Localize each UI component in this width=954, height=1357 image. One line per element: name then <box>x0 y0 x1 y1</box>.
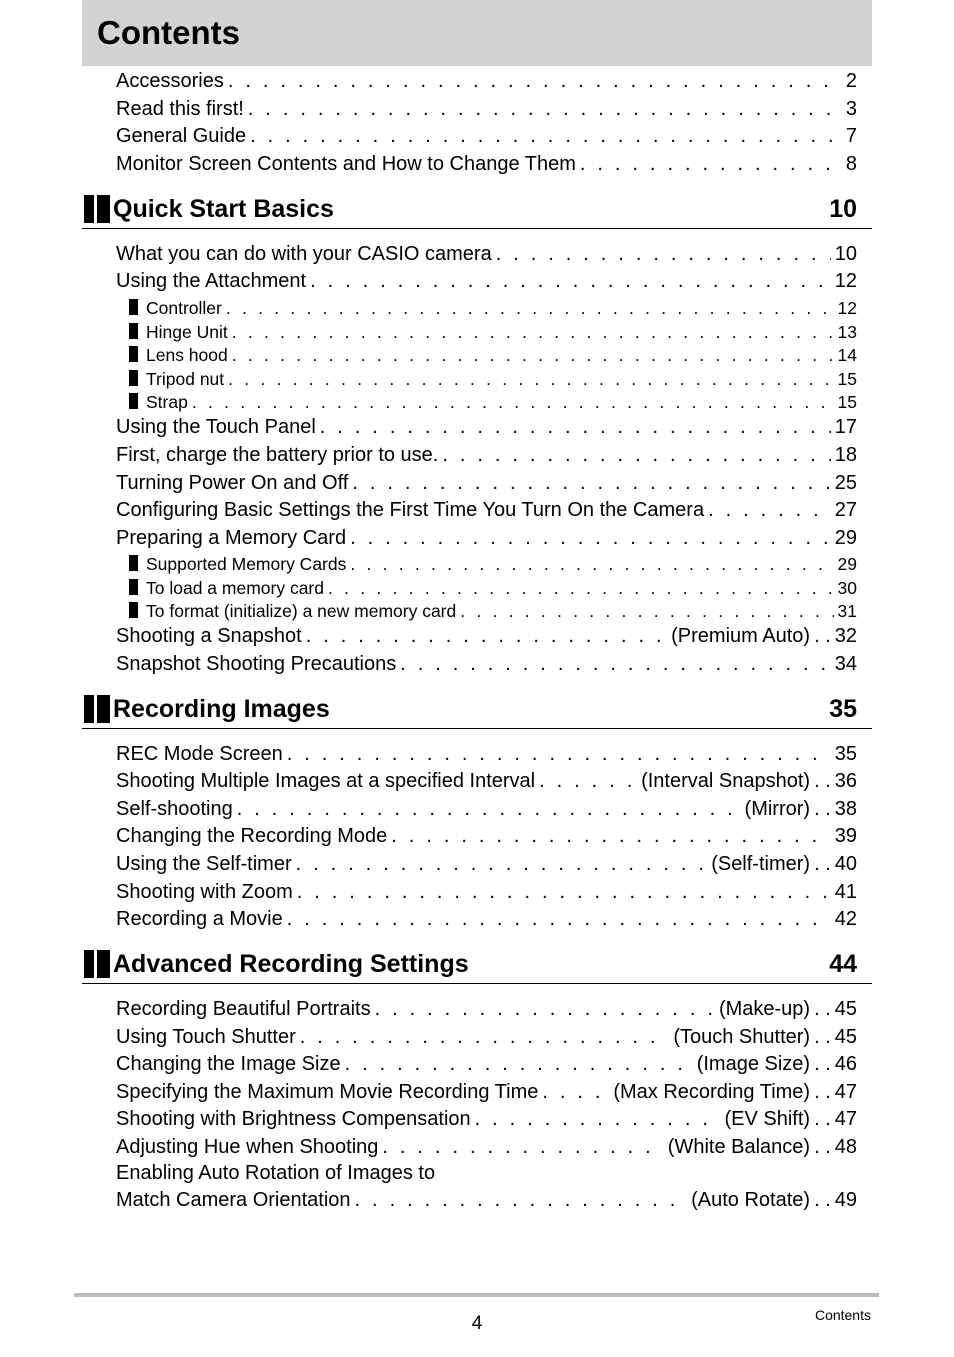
leader-dots <box>475 1106 721 1132</box>
leader-dots: . . <box>814 1053 831 1075</box>
toc-entry-text: Changing the Recording Mode <box>116 825 388 847</box>
section-page: 10 <box>829 195 857 223</box>
toc-entry-title <box>129 598 460 624</box>
toc-entry[interactable] <box>116 442 857 468</box>
leader-dots <box>580 151 842 177</box>
toc-entry-page: 40 <box>834 853 857 875</box>
toc-entry[interactable] <box>116 1024 857 1050</box>
toc-entry-title <box>129 342 232 368</box>
toc-entry[interactable] <box>116 796 857 822</box>
toc-entry-page: 31 <box>837 601 857 621</box>
toc-entry-text: Changing the Image Size <box>116 1053 341 1075</box>
toc-entry-text: Monitor Screen Contents and How to Change Them <box>116 153 576 175</box>
toc-entry-text: Hinge Unit <box>146 322 228 342</box>
toc-entry-title <box>116 1187 355 1213</box>
toc-entry-page: 49 <box>834 1189 857 1211</box>
leader-dots: . . <box>814 1081 831 1103</box>
toc-entry-title <box>116 151 580 177</box>
subentry-bullet-icon <box>129 579 138 595</box>
footer-divider <box>74 1293 879 1297</box>
toc-entry[interactable] <box>116 123 857 149</box>
leader-dots: . . <box>814 625 831 647</box>
section-title: Quick Start Basics <box>113 195 334 223</box>
toc-entry-mode: (Self-timer) <box>711 853 811 875</box>
toc-entry-text: Read this first! <box>116 98 244 120</box>
toc-entry-title <box>116 525 350 551</box>
toc-entry-page: 15 <box>837 392 857 412</box>
leader-dots: . . <box>814 1026 831 1048</box>
toc-entry-title <box>116 96 248 122</box>
toc-entry-text: General Guide <box>116 125 247 147</box>
toc-entry-title <box>129 389 192 415</box>
toc-entry-page: 27 <box>834 499 857 521</box>
section-header[interactable] <box>82 945 872 984</box>
toc-entry-mode: (Mirror) <box>744 798 811 820</box>
leader-dots <box>442 442 830 468</box>
leader-dots: . . <box>814 1189 831 1211</box>
subentry-bullet-icon <box>129 370 138 386</box>
leader-dots <box>287 741 831 767</box>
toc-entry-title <box>116 651 400 677</box>
toc-entry-title <box>116 442 442 468</box>
leader-dots <box>350 525 831 551</box>
section-header[interactable] <box>82 690 872 729</box>
leader-dots: . . <box>814 1108 831 1130</box>
toc-entry-text: Snapshot Shooting Precautions <box>116 653 397 675</box>
leader-dots: . . <box>814 998 831 1020</box>
toc-entry-text: Self-shooting <box>116 798 233 820</box>
toc-entry-title <box>116 1051 345 1077</box>
toc-entry-text: Adjusting Hue when Shooting <box>116 1136 379 1158</box>
section-page: 35 <box>829 695 857 723</box>
toc-entry-text: Controller <box>146 298 222 318</box>
toc-entry-page: 36 <box>834 770 857 792</box>
toc-entry-title <box>116 879 297 905</box>
toc-entry[interactable] <box>116 241 857 267</box>
toc-entry-page: 7 <box>845 125 857 147</box>
toc-entry-title <box>116 123 250 149</box>
toc-entry-page: 8 <box>845 153 857 175</box>
toc-entry[interactable] <box>116 1134 857 1160</box>
footer-label: Contents <box>814 1307 871 1323</box>
toc-entry[interactable] <box>116 623 857 649</box>
toc-subentry[interactable] <box>129 598 857 624</box>
toc-entry-text: Strap <box>146 392 188 412</box>
toc-entry-page: 17 <box>834 416 857 438</box>
toc-entry[interactable] <box>116 1079 857 1105</box>
toc-entry-text: Match Camera Orientation <box>116 1189 351 1211</box>
toc-entry-text: Using the Self-timer <box>116 853 292 875</box>
toc-entry[interactable] <box>116 497 857 523</box>
toc-entry-page: 32 <box>834 625 857 647</box>
toc-entry[interactable] <box>116 851 857 877</box>
leader-dots <box>355 1187 688 1213</box>
toc-entry-mode: (White Balance) <box>667 1136 811 1158</box>
section-marker-icon <box>84 195 110 223</box>
toc-entry-text: Enabling Auto Rotation of Images to <box>116 1162 436 1184</box>
toc-entry-page: 13 <box>837 322 857 342</box>
toc-entry-title <box>116 68 228 94</box>
toc-entry[interactable] <box>116 151 857 177</box>
toc-entry-page: 14 <box>837 345 857 365</box>
toc-entry[interactable] <box>116 96 857 122</box>
leader-dots <box>310 268 831 294</box>
toc-entry[interactable] <box>116 651 857 677</box>
leader-dots <box>297 879 831 905</box>
toc-entry-page: 34 <box>834 653 857 675</box>
leader-dots: . . <box>814 798 831 820</box>
toc-entry-title <box>116 996 375 1022</box>
toc-entry-title <box>116 414 320 440</box>
toc-entry-page: 45 <box>834 998 857 1020</box>
leader-dots <box>192 389 834 415</box>
leader-dots <box>708 497 831 523</box>
toc-entry[interactable] <box>116 768 857 794</box>
toc-entry-title <box>116 796 237 822</box>
toc-entry-title <box>116 741 287 767</box>
subentry-bullet-icon <box>129 555 138 571</box>
toc-subentry[interactable] <box>129 551 857 577</box>
toc-entry-page: 48 <box>834 1136 857 1158</box>
leader-dots <box>375 996 715 1022</box>
toc-entry-mode: (Auto Rotate) <box>691 1189 811 1211</box>
toc-entry-text: To format (initialize) a new memory card <box>146 601 457 621</box>
toc-entry-text: Tripod nut <box>146 369 225 389</box>
toc-entry-page: 46 <box>834 1053 857 1075</box>
toc-entry-title <box>116 768 539 794</box>
leader-dots <box>237 796 741 822</box>
toc-entry-page: 41 <box>834 881 857 903</box>
toc-entry-mode: (EV Shift) <box>724 1108 811 1130</box>
leader-dots <box>287 906 831 932</box>
toc-entry-text: Recording a Movie <box>116 908 283 930</box>
leader-dots <box>300 1024 670 1050</box>
section-marker-icon <box>84 695 110 723</box>
toc-entry-title <box>116 1024 300 1050</box>
toc-entry-text: Accessories <box>116 70 224 92</box>
toc-entry[interactable] <box>116 996 857 1022</box>
toc-entry-title <box>116 906 287 932</box>
leader-dots <box>232 342 834 368</box>
toc-subentry[interactable] <box>129 389 857 415</box>
toc-entry-title <box>116 268 310 294</box>
leader-dots <box>248 96 842 122</box>
toc-entry[interactable] <box>116 68 857 94</box>
toc-entry-mode: (Image Size) <box>696 1053 811 1075</box>
footer-page-number: 4 <box>471 1313 483 1334</box>
toc-entry-text: Shooting with Brightness Compensation <box>116 1108 471 1130</box>
toc-entry[interactable] <box>116 470 857 496</box>
toc-entry-page: 35 <box>834 743 857 765</box>
subentry-bullet-icon <box>129 299 138 315</box>
leader-dots <box>352 470 830 496</box>
leader-dots <box>460 598 833 624</box>
toc-entry-text: Shooting a Snapshot <box>116 625 302 647</box>
toc-entry-title <box>116 470 352 496</box>
toc-entry-title <box>116 823 391 849</box>
subentry-bullet-icon <box>129 393 138 409</box>
leader-dots <box>400 651 831 677</box>
toc-entry-page: 15 <box>837 369 857 389</box>
leader-dots <box>391 823 830 849</box>
leader-dots: . . <box>814 1136 831 1158</box>
toc-entry[interactable] <box>116 414 857 440</box>
toc-entry[interactable] <box>116 741 857 767</box>
toc-entry-text: Shooting with Zoom <box>116 881 293 903</box>
leader-dots: . . <box>814 770 831 792</box>
section-header[interactable] <box>82 190 872 229</box>
section-page: 44 <box>829 950 857 978</box>
toc-entry-text: What you can do with your CASIO camera <box>116 243 492 265</box>
leader-dots <box>350 551 833 577</box>
toc-entry-mode: (Interval Snapshot) <box>641 770 811 792</box>
toc-entry-mode: (Max Recording Time) <box>613 1081 811 1103</box>
subentry-bullet-icon <box>129 323 138 339</box>
page-title: Contents <box>97 14 240 51</box>
page-title-bar <box>82 0 872 66</box>
toc-entry[interactable] <box>116 1051 857 1077</box>
leader-dots <box>226 295 834 321</box>
toc-entry-title <box>116 497 708 523</box>
toc-entry[interactable] <box>116 879 857 905</box>
subentry-bullet-icon <box>129 346 138 362</box>
toc-entry-text: Using the Touch Panel <box>116 416 316 438</box>
toc-entry-title <box>116 241 496 267</box>
toc-entry-page: 10 <box>834 243 857 265</box>
toc-entry-title <box>116 1079 542 1105</box>
toc-entry-page: 30 <box>837 578 857 598</box>
leader-dots <box>250 123 842 149</box>
toc-entry-page: 42 <box>834 908 857 930</box>
leader-dots <box>496 241 831 267</box>
toc-entry-title <box>129 551 350 577</box>
leader-dots <box>345 1051 693 1077</box>
leader-dots <box>542 1079 609 1105</box>
subentry-bullet-icon <box>129 602 138 618</box>
toc-entry-page: 45 <box>834 1026 857 1048</box>
toc-entry[interactable] <box>116 1187 857 1213</box>
toc-entry-page: 47 <box>834 1108 857 1130</box>
toc-subentry[interactable] <box>129 342 857 368</box>
leader-dots <box>539 768 637 794</box>
toc-entry-text: Supported Memory Cards <box>146 554 347 574</box>
section-title: Recording Images <box>113 695 330 723</box>
toc-entry-page: 12 <box>837 298 857 318</box>
toc-entry-title <box>129 295 226 321</box>
toc-entry-page: 3 <box>845 98 857 120</box>
leader-dots <box>306 623 667 649</box>
toc-entry[interactable] <box>116 268 857 294</box>
toc-entry-page: 29 <box>837 554 857 574</box>
toc-entry-mode: (Premium Auto) <box>671 625 811 647</box>
leader-dots <box>320 414 831 440</box>
toc-entry-text: Lens hood <box>146 345 228 365</box>
toc-entry-mode: (Make-up) <box>718 998 811 1020</box>
toc-entry-page: 2 <box>845 70 857 92</box>
toc-entry-title <box>116 851 296 877</box>
toc-entry-text: REC Mode Screen <box>116 743 283 765</box>
toc-entry-text: Specifying the Maximum Movie Recording Time <box>116 1081 539 1103</box>
toc-entry-text: Preparing a Memory Card <box>116 527 347 549</box>
toc-entry-text: Configuring Basic Settings the First Time You Turn On the Camera <box>116 499 705 521</box>
toc-entry-text: Using Touch Shutter <box>116 1026 296 1048</box>
toc-entry-text: To load a memory card <box>146 578 324 598</box>
toc-entry-page: 47 <box>834 1081 857 1103</box>
toc-entry[interactable] <box>116 823 857 849</box>
toc-entry-text: Recording Beautiful Portraits <box>116 998 371 1020</box>
toc-entry-page: 38 <box>834 798 857 820</box>
toc-entry-text: Using the Attachment <box>116 270 307 292</box>
toc-entry-page: 18 <box>834 444 857 466</box>
leader-dots: . . <box>814 853 831 875</box>
toc-entry-title <box>116 623 306 649</box>
leader-dots <box>382 1134 663 1160</box>
toc-entry-page: 12 <box>834 270 857 292</box>
toc-entry-title <box>116 1134 382 1160</box>
leader-dots <box>296 851 708 877</box>
toc-entry-title <box>116 1106 475 1132</box>
toc-entry-page: 25 <box>834 472 857 494</box>
toc-entry[interactable] <box>116 906 857 932</box>
toc-entry-mode: (Touch Shutter) <box>673 1026 811 1048</box>
toc-entry-page: 39 <box>834 825 857 847</box>
toc-entry-page: 29 <box>834 527 857 549</box>
toc-entry-text: First, charge the battery prior to use. <box>116 444 439 466</box>
leader-dots <box>228 68 842 94</box>
toc-entry-text: Turning Power On and Off <box>116 472 349 494</box>
toc-subentry[interactable] <box>129 295 857 321</box>
section-title: Advanced Recording Settings <box>113 950 469 978</box>
section-marker-icon <box>84 950 110 978</box>
toc-entry[interactable] <box>116 525 857 551</box>
toc-entry[interactable] <box>116 1106 857 1132</box>
toc-entry-text: Shooting Multiple Images at a specified Interval <box>116 770 536 792</box>
